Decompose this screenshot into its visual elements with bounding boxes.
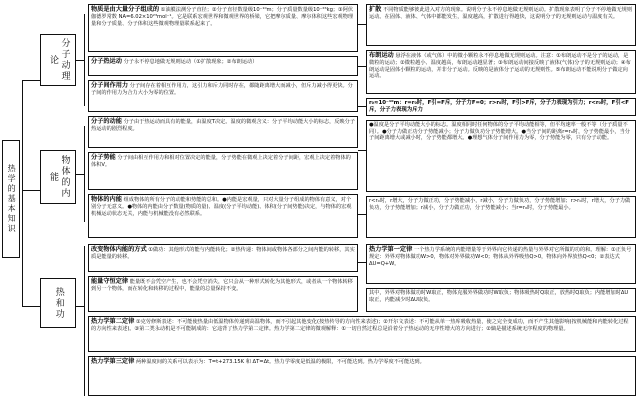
box-text: 一个热力学系统的内能增量等于外界向它传递的热量与外界对它所做的功的和。理解：①正负号规定：外界对物体做功W>0，物体对外界做功W<0；物体从外界吸热Q>0，物体向外界放热Q<0；②表达式 ΔU=Q+W。 [369, 247, 632, 267]
box-title: 热力学第一定律 [369, 246, 413, 253]
group-internal-energy-text: 物体的内能 [48, 155, 70, 199]
box-text: ①做功：其他形式的能与内能转化；②热传递：物体间或物体各部分之间内能的转移，其实质是能量的转移。 [91, 247, 355, 260]
box-title: 分子热运动 [91, 58, 122, 65]
connector [76, 174, 85, 175]
box-text: ①油膜法测分子直径；②分子直径数量级10⁻¹⁰m；分子质量数量级10⁻²⁶kg；③阿伏伽德罗常数 NA=6.02×10²³mol⁻¹。它是联系宏观世界和微观世界的桥梁，它把摩尔质量、摩尔体积这些宏观物理量和分子质量、分子体积这些微观物理量联系起来了。 [91, 7, 354, 27]
box-text: 能量既不会凭空产生，也不会凭空消失，它只会从一种形式转化为其他形式，或者从一个物体转移到另一个物体，而在转化和转移的过程中，能量的总量保持不变。 [91, 279, 353, 292]
box-text: 分子由于热运动而具有的能量，由温度T决定。温度的微观含义：分子平均动能大小的标志，反映分子热运动的剧烈程度。 [91, 119, 356, 132]
box-force-distance-relation [366, 98, 636, 116]
box-thermal-motion [88, 56, 358, 76]
arrow-connector [358, 106, 366, 107]
box-third-law [88, 356, 636, 396]
box-title: 改变物体内能的方式 [91, 246, 147, 253]
connector [22, 190, 40, 191]
connector [22, 80, 40, 81]
box-first-law [366, 244, 636, 284]
box-text: ①克劳修斯表述：不可能使热量由低温物体传递到高温物体，而不引起其他变化(按热传导的方向性来表述)；②开尔文表述：不可能从单一热库吸收热量，使之完全变成功，而不产生其他影响(按机械能和内能转化过程的方向性来表述)。③第二类永动机是不可能制成的：它违背了热力学第二定律。热力学第二定律的微观解释：①一切自然过程总是沿着分子热运动的无序性增大的方向进行；②熵是描述系统无序程度的物理量。 [91, 319, 629, 332]
box-text: 悬浮在液体（或气体）中的微小颗粒永不停息地做无规则运动。注意：①布朗运动不是分子的运动，是微粒的运动；②微粒越小、温度越高，布朗运动越显著；③布朗运动间接反映了液体(气体)分子的无规则运动；④布朗运动是固体小颗粒的运动，并非分子运动。反映的是液体分子运动的无规则性。⑤布朗运动不能说明分子做定向运动。 [369, 53, 631, 80]
box-text: 分子间存在着相互作用力，这引力和斥力同时存在，都随距离增大而减小，但斥力减小得更快。分子间的作用力为合力大小为零的位置。 [91, 83, 353, 96]
arrow-connector [358, 24, 366, 25]
box-energy-conservation [88, 276, 358, 312]
group-molecular-theory-text: 分子动理论 [48, 38, 70, 82]
arrow-connector [358, 66, 366, 67]
box-title: 分子的动能 [91, 118, 122, 125]
box-title: 热力学第二定律 [91, 318, 135, 325]
box-text: 组成物体的所有分子的动能和势能的总和。●内能是宏观量，只对大量分子组成的物体有意义，对个别分子无意义。●物体的内能由分子数量(物质的量)、温度(分子平均动能)、体积(分子间势能)决定，与物体的宏观机械运动状态无关，内能与机械能没有必然联系。 [91, 197, 352, 217]
box-title: 分子势能 [91, 154, 116, 161]
box-energy-notes [366, 120, 636, 192]
box-title: 分子间作用力 [91, 82, 129, 89]
connector [76, 306, 85, 307]
box-title: 扩散 [369, 6, 382, 13]
group-internal-energy [40, 150, 76, 204]
arrow-connector [358, 214, 366, 215]
connector [76, 60, 85, 61]
root-label-text: 热学的基本知识 [7, 164, 17, 234]
box-potential-energy-distance [366, 196, 636, 238]
box-molecular-kinetic-energy [88, 116, 358, 148]
box-intermolecular-force [88, 80, 358, 112]
box-title: 物质是由大量分子组成的 [91, 6, 160, 13]
box-molecules-composition [88, 4, 358, 52]
formula-text: r₀≈10⁻¹⁰m：r=r₀时，F引=F斥，分子力F=0；r>r₀时，F引>F斥，分子力表现为引力；r<r₀时，F引<F斥，分子力表现为斥力 [369, 100, 629, 113]
connector [84, 246, 85, 396]
box-internal-energy [88, 194, 358, 238]
box-text: 分子永不停息地做无规则运动（①扩散现象；②布朗运动） [123, 59, 258, 65]
box-text: ●温度是分子平均动能大小的标志。温度相同时任何物体的分子平均动能相等，但平均速率一般不等（分子质量不同）。●分子力做正功分子势能减小；分子力做负功分子势能增大。●当分子间的距离r=r₀时，分子势能最小，当分子间距离增大或减小时，分子势能都增大。●理想气体分子间作用力为零，分子势能为零，只有分子动能。 [369, 122, 630, 142]
box-text: r<r₀时，r增大，分子力做正功，分子势能减小，r减小，分子力做负功，分子势能增加；r>r₀时，r增大，分子力做负功，分子势能增加；r减小，分子力做正功，分子势能减小；当r=r₀时，分子势能最小。 [369, 198, 631, 211]
box-brownian-motion [366, 50, 636, 94]
group-molecular-theory [40, 34, 76, 86]
connector [22, 80, 23, 306]
box-text: 两种温度间的关系可以表示为：T=t+273.15K 和 ΔT=Δt。热力学零度是低温的极限，不可能达到。热力学零度不可能达到。 [135, 359, 425, 365]
box-text: 不同物质能够彼此进入对方的现象。说明分子永不停息地做无规则运动。扩散现象表明了分子不停地做无规则运动。在固体、液体、气体中都能发生，温度越高，扩散进行得越快，这说明分子的无规则运动与温度有关。 [369, 7, 633, 20]
group-heat-and-work [40, 278, 76, 328]
box-change-internal-energy [88, 244, 358, 272]
group-heat-and-work-text: 热和功 [53, 286, 64, 320]
box-diffusion [366, 4, 636, 46]
box-second-law [88, 316, 636, 352]
box-title: 布朗运动 [369, 52, 394, 59]
box-title: 能量守恒定律 [91, 278, 129, 285]
box-title: 热力学第三定律 [91, 358, 135, 365]
box-molecular-potential-energy [88, 152, 358, 190]
connector [22, 306, 40, 307]
arrow-connector [358, 150, 366, 151]
box-first-law-sign-convention [366, 288, 636, 312]
box-text: 分子间由相互作用力和相对位置决定的能量，分子势能在微观上决定着分子间距，宏观上决定着物体的体积V。 [91, 155, 351, 168]
box-text: 其中，外界对物体做功时W取正，物体克服外界做功时W取负；物体吸热时Q取正，放热时Q取负；内能增加时ΔU取正，内能减少时ΔU取负。 [369, 290, 629, 303]
box-title: 物体的内能 [91, 196, 122, 203]
root-label [2, 140, 20, 258]
arrow-connector [358, 262, 366, 263]
